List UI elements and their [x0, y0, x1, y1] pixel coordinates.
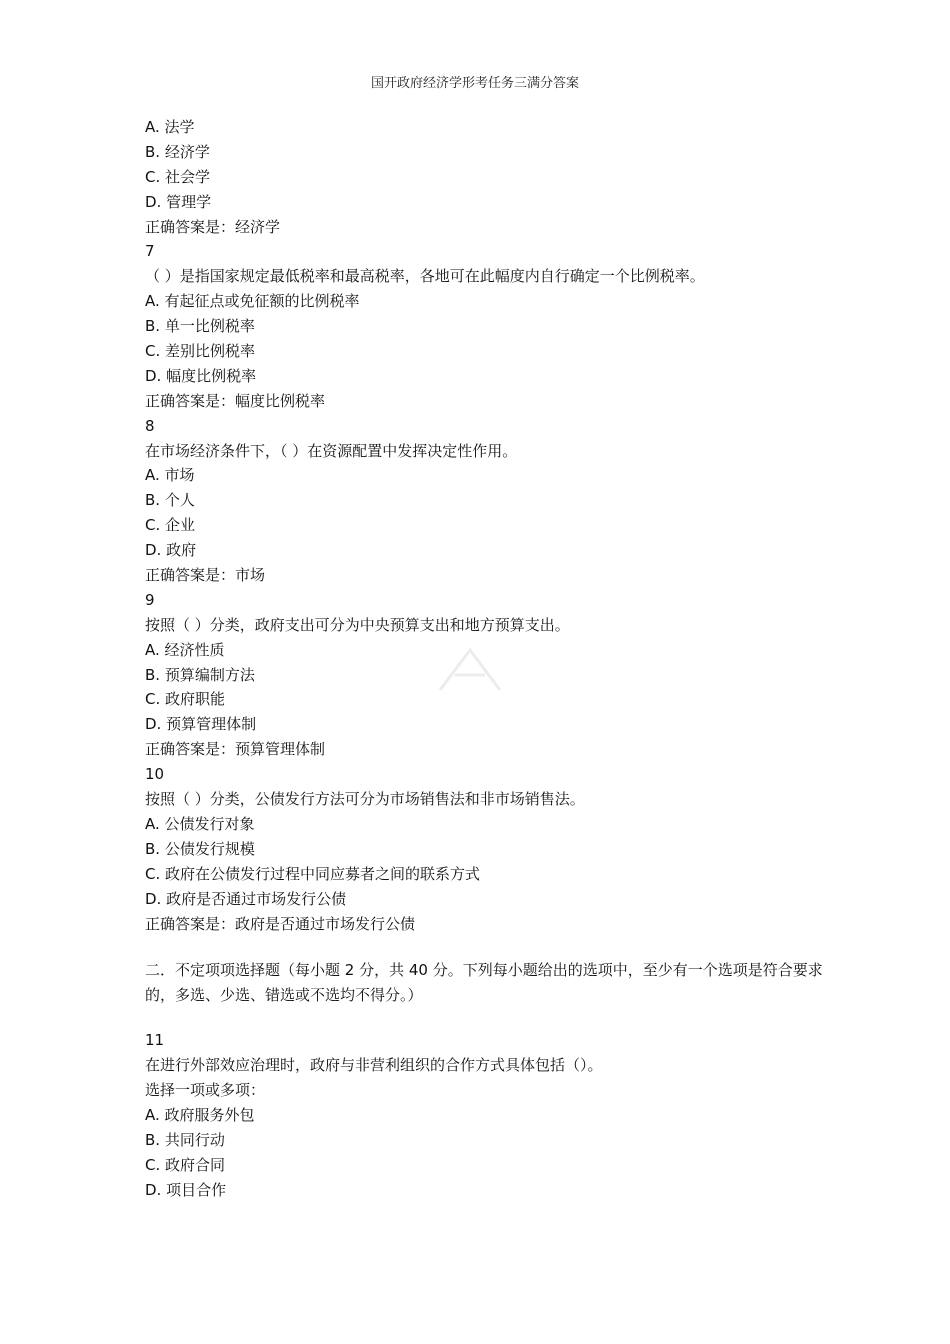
question-stem: 在进行外部效应治理时，政府与非营利组织的合作方式具体包括（）。: [145, 1056, 603, 1075]
option: D. 政府是否通过市场发行公债: [145, 889, 347, 908]
watermark-icon: [430, 640, 510, 700]
question-stem: 在市场经济条件下，（ ）在资源配置中发挥决定性作用。: [145, 441, 518, 460]
option: D. 政府: [145, 541, 197, 560]
option: C. 政府在公债发行过程中同应募者之间的联系方式: [145, 864, 481, 883]
option: A. 经济性质: [145, 640, 225, 659]
option: A. 法学: [145, 118, 195, 136]
option: C. 企业: [145, 516, 196, 535]
option: B. 单一比例税率: [145, 317, 255, 336]
option: D. 管理学: [145, 192, 212, 211]
option: D. 幅度比例税率: [145, 366, 257, 385]
question-7: [145, 239, 825, 413]
option: A. 政府服务外包: [145, 1105, 255, 1124]
section-heading: 二．不定项项选择题（每小题 2 分，共 40 分。下列每小题给出的选项中，至少有一个选项是符合要求的，多选、少选、错选或不选均不得分。）: [145, 961, 823, 1005]
option: B. 经济学: [145, 142, 210, 161]
option: C. 政府职能: [145, 690, 226, 709]
option: A. 有起征点或免征额的比例税率: [145, 292, 360, 311]
option: C. 政府合同: [145, 1155, 226, 1174]
option: D. 项目合作: [145, 1180, 227, 1199]
question-number: 11: [145, 1031, 165, 1050]
answer: 正确答案是：幅度比例税率: [145, 391, 326, 410]
question-number: 9: [145, 590, 155, 609]
answer: 正确答案是：经济学: [145, 217, 281, 236]
option: B. 预算编制方法: [145, 665, 255, 684]
question-8: [145, 414, 825, 588]
option: D. 预算管理体制: [145, 715, 257, 734]
question-stem: （ ）是指国家规定最低税率和最高税率，各地可在此幅度内自行确定一个比例税率。: [145, 267, 705, 286]
option: C. 社会学: [145, 167, 211, 186]
option: A. 市场: [145, 466, 195, 485]
option: B. 公债发行规模: [145, 839, 255, 858]
spacer: [145, 1008, 825, 1028]
question-instruction: 选择一项或多项：: [145, 1080, 266, 1099]
question-6-options: [145, 115, 825, 239]
question-number: 10: [145, 765, 165, 784]
question-number: 8: [145, 416, 155, 435]
question-10: [145, 762, 825, 936]
answer: 正确答案是：预算管理体制: [145, 740, 326, 759]
option: A. 公债发行对象: [145, 814, 255, 833]
spacer: [145, 936, 825, 958]
question-11: [145, 1028, 825, 1202]
page-header: 国开政府经济学形考任务三满分答案: [370, 76, 579, 91]
answer: 正确答案是：政府是否通过市场发行公债: [145, 914, 416, 933]
question-stem: 按照（ ）分类，政府支出可分为中央预算支出和地方预算支出。: [145, 615, 570, 634]
option: B. 共同行动: [145, 1130, 225, 1149]
question-stem: 按照（ ）分类，公债发行方法可分为市场销售法和非市场销售法。: [145, 790, 585, 809]
option: C. 差别比例税率: [145, 342, 256, 361]
question-number: 7: [145, 242, 155, 261]
option: B. 个人: [145, 491, 195, 510]
answer: 正确答案是：市场: [145, 566, 266, 585]
